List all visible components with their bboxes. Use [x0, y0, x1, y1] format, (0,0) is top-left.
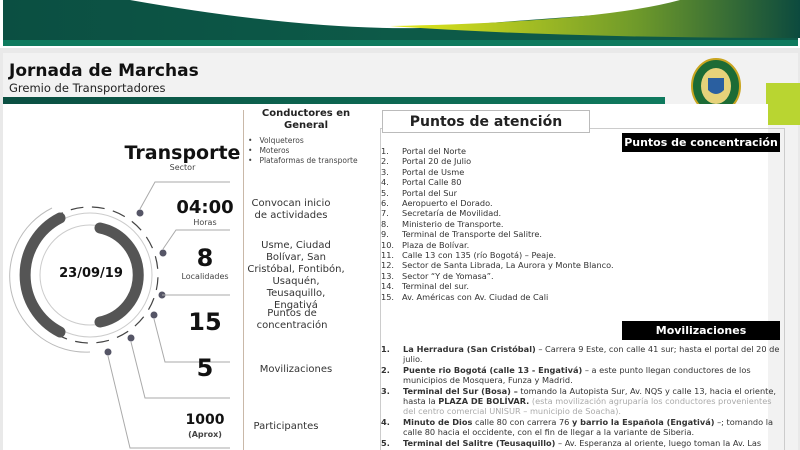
date-value: 23/09/19 — [59, 266, 123, 281]
concentracion-item: 3. Portal de Usme — [381, 166, 465, 177]
concentracion-item: 12. Sector de Santa Librada, La Aurora y Monte Blanco. — [381, 260, 614, 271]
stat-value-puntos: 15 — [188, 308, 222, 336]
sector-value: Transporte — [124, 142, 241, 164]
concentracion-item: 4. Portal Calle 80 — [381, 177, 462, 188]
page-title: Jornada de Marchas — [9, 61, 199, 81]
stat-label-participantes: Participantes — [253, 421, 319, 432]
lime-accent — [766, 83, 800, 125]
concentracion-item: 8. Ministerio de Transporte. — [381, 218, 504, 229]
page-subtitle: Gremio de Transportadores — [9, 81, 166, 95]
stat-unit-participantes: (Aprox) — [188, 430, 222, 439]
concentracion-item: 1. Portal del Norte — [381, 146, 466, 156]
concentracion-item: 5. Portal del Sur — [381, 187, 457, 198]
concentracion-item: 15. Av. Américas con Av. Ciudad de Cali — [381, 291, 549, 302]
concentracion-item: 2. Portal 20 de Julio — [381, 156, 472, 167]
conductores-list — [248, 136, 358, 166]
stat-value-participantes: 1000 — [185, 412, 225, 428]
concentracion-item: 14. Terminal del sur. — [381, 281, 469, 292]
movilizacion-item: 1. La Herradura (San Cristóbal) – Carrera 9 Este, con calle 41 sur; hasta el portal del 20 de julio. — [381, 344, 780, 365]
movilizaciones-header: Movilizaciones — [622, 321, 780, 340]
movilizacion-item: 5. Terminal del Salitre (Teusaquillo) – Av. Esperanza al oriente, luego toman la Av. Las — [381, 437, 762, 448]
concentracion-item: 7. Secretaría de Movilidad. — [381, 208, 502, 219]
header-banner — [0, 0, 800, 48]
concentracion-list — [381, 146, 614, 302]
sector-label: Sector — [169, 163, 196, 172]
concentracion-header: Puntos de concentración — [622, 133, 780, 152]
movilizacion-item: 3. Terminal del Sur (Bosa) – tomando la Autopista Sur, Av. NQS y calle 13, hacia el oriente, hasta la PLAZA DE BOLÍVAR. (esta movilización agruparía los conductores provenientes del centro comercial UNISUR – municipio de Soacha). — [381, 385, 776, 417]
conductor-item: • Volqueteros — [248, 136, 358, 146]
stat-value-movilizaciones: 5 — [196, 354, 214, 382]
concentracion-item: 9. Terminal de Transporte del Salitre. — [381, 229, 543, 240]
stat-unit-horas: Horas — [193, 218, 217, 227]
movilizacion-item: 4. Minuto de Dios calle 80 con carrera 76 y barrio la Española (Engativá) –; tomando la calle 80 hacia el occidente, con el fin de llegar a la variante de Siberia. — [381, 416, 774, 438]
conductor-item: • Moteros — [248, 146, 358, 156]
movilizaciones-list — [381, 344, 781, 448]
stat-value-horas: 04:00 — [176, 197, 234, 218]
puntos-atencion-title: Puntos de atención — [382, 110, 590, 133]
conductores-title: Conductores en General — [261, 108, 351, 131]
concentracion-item: 11. Calle 13 con 135 (río Bogotá) – Peaje. — [381, 250, 557, 261]
stat-unit-localidades: Localidades — [181, 272, 229, 281]
movilizacion-item: 2. Puente rio Bogotá (calle 13 - Engativá) – a este punto llegan conductores de los municipios de Mosquera, Funza y Madrid. — [381, 364, 751, 386]
concentracion-item: 10. Plaza de Bolívar. — [381, 239, 470, 250]
concentracion-item: 6. Aeropuerto el Dorado. — [381, 198, 493, 209]
stat-label-movilizaciones: Movilizaciones — [259, 364, 333, 375]
stat-label-localidades: Usme, Ciudad Bolívar, San Cristóbal, Fontibón, Usaquén, Teusaquillo, Engativá — [247, 240, 345, 311]
stat-label-puntos: Puntos de concentración — [256, 308, 328, 331]
stat-value-localidades: 8 — [196, 244, 214, 272]
stat-label-horas: Convocan inicio de actividades — [251, 198, 331, 221]
conductor-item: • Plataformas de transporte — [248, 156, 358, 166]
green-divider — [3, 97, 665, 104]
concentracion-item: 13. Sector “Y de Yomasa”. — [381, 270, 494, 281]
